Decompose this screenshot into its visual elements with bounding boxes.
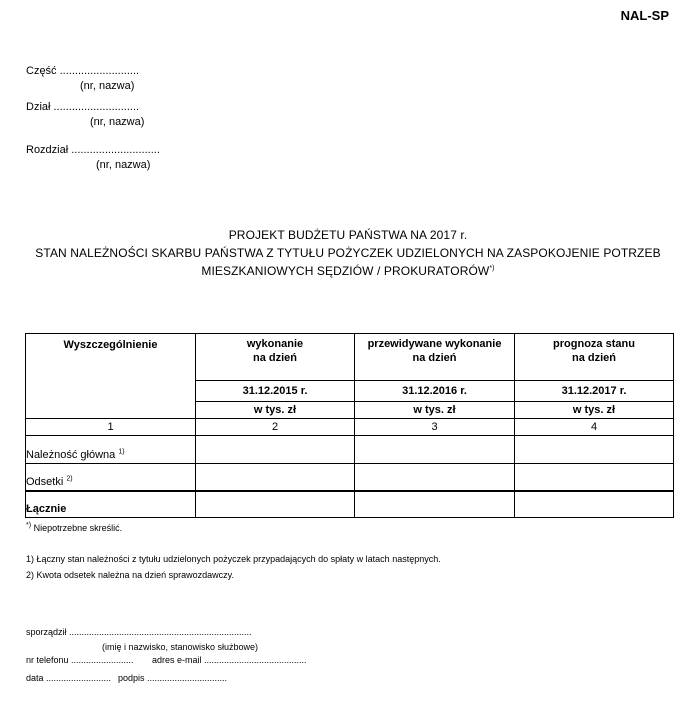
prepared-by-field[interactable]: sporządził .........................................................................: [26, 627, 252, 637]
cell-interest-2017[interactable]: [515, 464, 674, 491]
row-label-principal: Należność główna $^{1)}$: [26, 436, 196, 464]
phone-field[interactable]: nr telefonu .........................: [26, 655, 134, 665]
col-header-expected: przewidywane wykonanie na dzień: [355, 334, 515, 381]
email-field[interactable]: adres e-mail .........................................: [152, 655, 307, 665]
czesc-hint: (nr, nazwa): [80, 80, 135, 92]
cell-interest-2016[interactable]: [355, 464, 515, 491]
note-star: *) Niepotrzebne skreślić.: [26, 522, 123, 533]
signature-field[interactable]: podpis ................................: [118, 673, 228, 683]
row-label-interest: Odsetki $^{2)}$: [26, 464, 196, 491]
date-2016: 31.12.2016 r.: [355, 381, 515, 402]
table-row: [26, 436, 674, 464]
unit-col2: w tys. zł: [196, 402, 355, 419]
col-header-execution: wykonanie na dzień: [196, 334, 355, 381]
cell-total-2016[interactable]: [355, 491, 515, 518]
unit-col4: w tys. zł: [515, 402, 674, 419]
cell-principal-2017[interactable]: [515, 436, 674, 464]
prepared-by-hint: (imię i nazwisko, stanowisko służbowe): [102, 642, 259, 652]
col-number-2: 2: [196, 419, 355, 436]
cell-total-2017[interactable]: [515, 491, 674, 518]
date-2015: 31.12.2015 r.: [196, 381, 355, 402]
cell-principal-2016[interactable]: [355, 436, 515, 464]
title-line-3: MIESZKANIOWYCH SĘDZIÓW / PROKURATORÓW*): [201, 264, 495, 278]
table-row: [26, 491, 674, 518]
unit-col3: w tys. zł: [355, 402, 515, 419]
note-1: 1) Łączny stan należności z tytułu udzielonych pożyczek przypadających do spłaty w latach następnych.: [26, 554, 441, 564]
rozdzial-hint: (nr, nazwa): [96, 159, 151, 171]
col-header-description: Wyszczególnienie: [26, 334, 196, 419]
dzial-hint: (nr, nazwa): [90, 116, 145, 128]
cell-interest-2015[interactable]: [196, 464, 355, 491]
row-label-total: Łącznie: [26, 491, 196, 518]
czesc-field[interactable]: Część ..........................: [26, 65, 140, 77]
date-2017: 31.12.2017 r.: [515, 381, 674, 402]
date-field[interactable]: data ..........................: [26, 673, 112, 683]
cell-total-2015[interactable]: [196, 491, 355, 518]
col-number-3: 3: [355, 419, 515, 436]
rozdzial-field[interactable]: Rozdział .............................: [26, 144, 160, 156]
receivables-table: [25, 333, 674, 518]
title-line-1: PROJEKT BUDŻETU PAŃSTWA NA 2017 r.: [228, 228, 468, 242]
col-number-4: 4: [515, 419, 674, 436]
title-line-2: STAN NALEŻNOŚCI SKARBU PAŃSTWA Z TYTUŁU POŻYCZEK UDZIELONYCH NA ZASPOKOJENIE POTRZEB: [35, 246, 661, 260]
form-code: NAL-SP: [620, 8, 669, 23]
dzial-field[interactable]: Dział ............................: [26, 101, 140, 113]
col-header-forecast: prognoza stanu na dzień: [515, 334, 674, 381]
note-2: 2) Kwota odsetek należna na dzień sprawozdawczy.: [26, 570, 234, 580]
cell-principal-2015[interactable]: [196, 436, 355, 464]
col-number-1: 1: [26, 419, 196, 436]
table-row: [26, 464, 674, 491]
